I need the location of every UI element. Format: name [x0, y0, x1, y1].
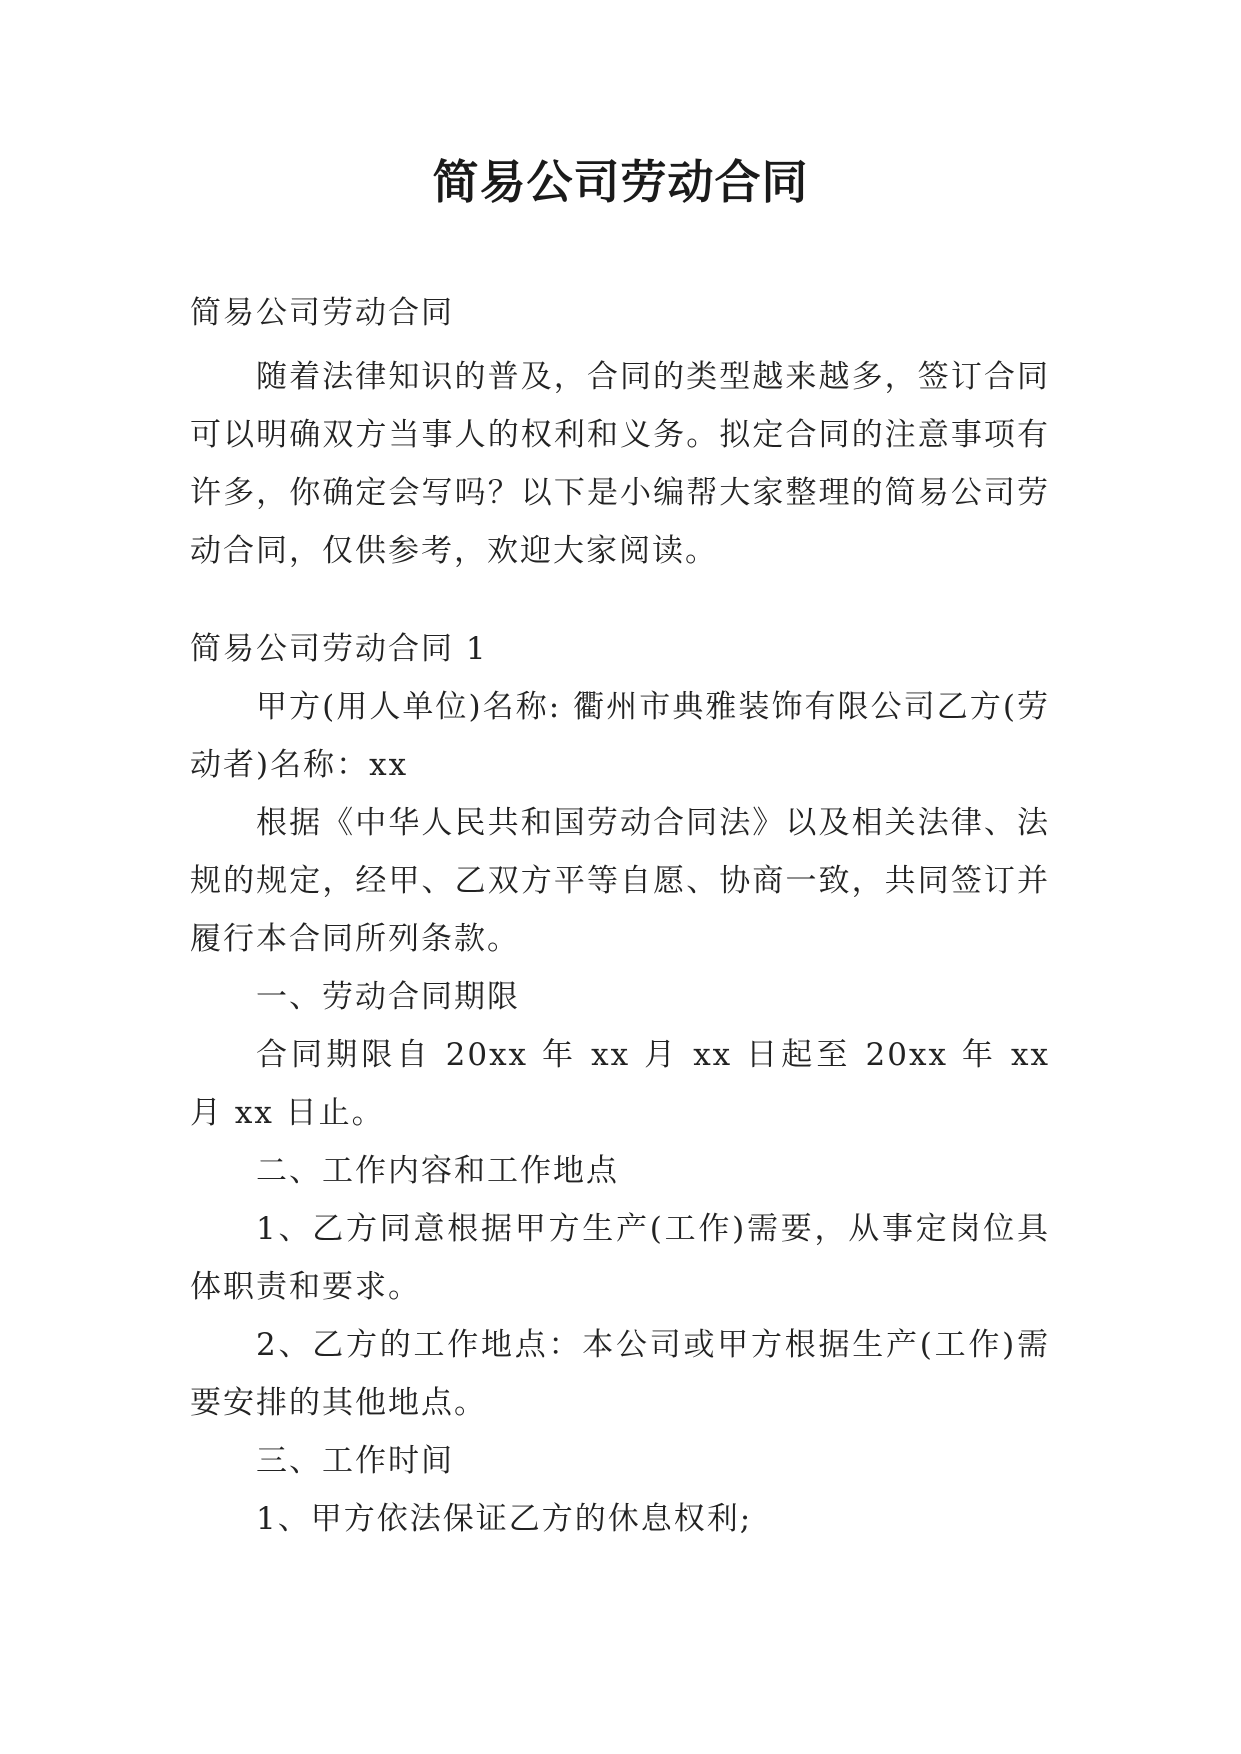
article-2-heading: 二、工作内容和工作地点	[256, 1153, 619, 1189]
document-title: 简易公司劳动合同	[432, 155, 809, 209]
article-1-text: 合同期限自 20xx 年 xx 月 xx 日起至 20xx 年 xx 月 xx 日止。	[190, 1037, 1050, 1131]
document-body	[190, 284, 1050, 1548]
article-2-item-1: 1、乙方同意根据甲方生产(工作)需要，从事定岗位具体职责和要求。	[190, 1211, 1050, 1305]
parties-paragraph: 甲方(用人单位)名称: 衢州市典雅装饰有限公司乙方(劳动者)名称：xx	[190, 689, 1050, 783]
basis-paragraph: 根据《中华人民共和国劳动合同法》以及相关法律、法规的规定，经甲、乙双方平等自愿、协商一致，共同签订并履行本合同所列条款。	[190, 805, 1050, 957]
intro-paragraph: 随着法律知识的普及，合同的类型越来越多，签订合同可以明确双方当事人的权利和义务。拟定合同的注意事项有许多，你确定会写吗？以下是小编帮大家整理的简易公司劳动合同，仅供参考，欢迎大家阅读。	[190, 359, 1050, 569]
article-2-item-2: 2、乙方的工作地点：本公司或甲方根据生产(工作)需要安排的其他地点。	[190, 1327, 1050, 1421]
article-3-item-1: 1、甲方依法保证乙方的休息权利;	[256, 1501, 753, 1537]
intro-heading: 简易公司劳动合同	[190, 295, 454, 331]
article-3-heading: 三、工作时间	[256, 1443, 454, 1479]
article-1-heading: 一、劳动合同期限	[256, 979, 520, 1015]
section-heading: 简易公司劳动合同 1	[190, 631, 488, 667]
